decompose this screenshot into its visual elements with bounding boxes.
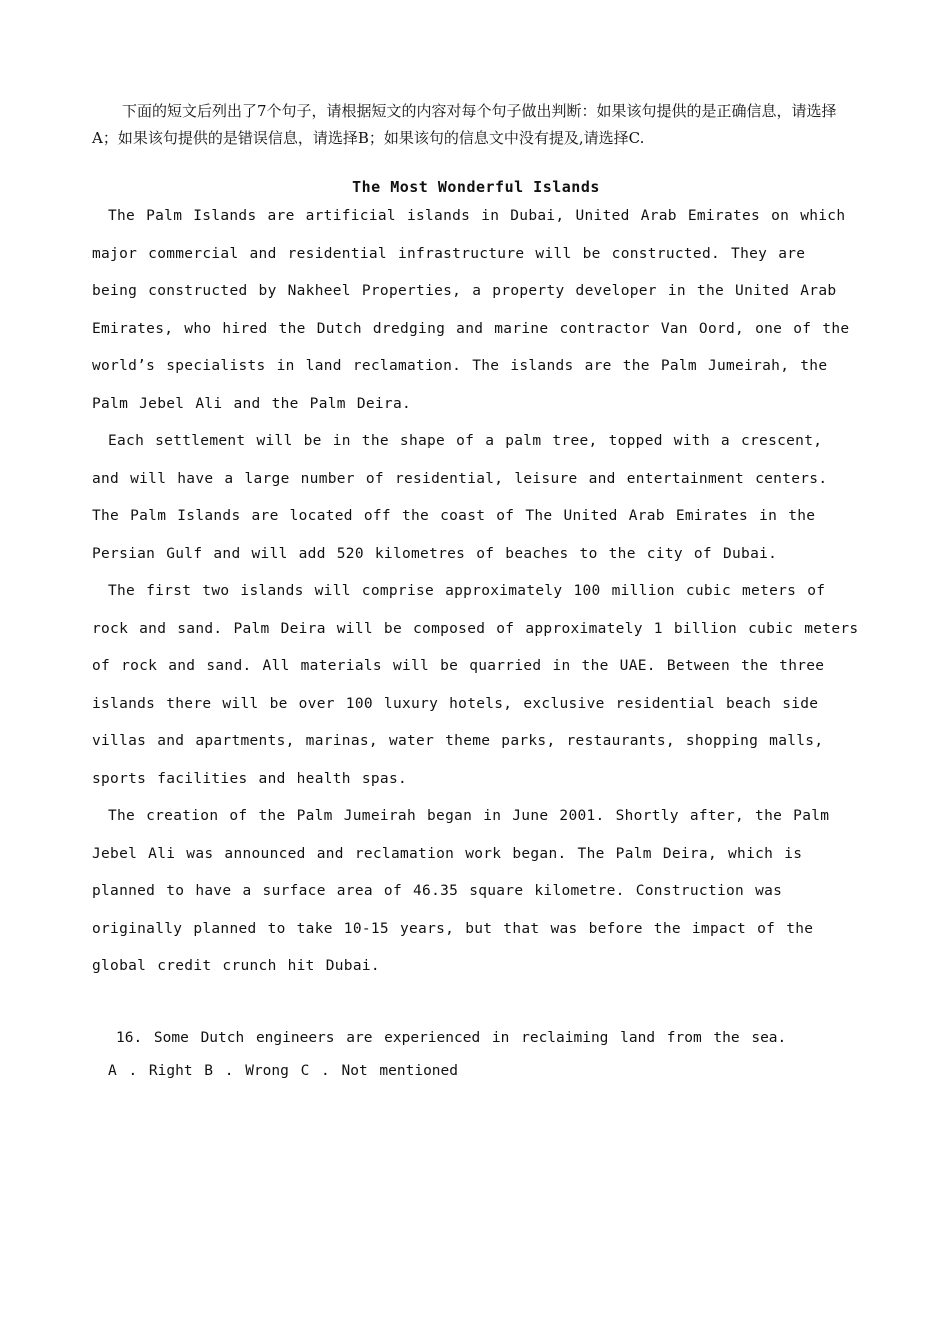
- question-16-options: A . Right B . Wrong C . Not mentioned: [108, 1062, 459, 1079]
- instructions-text: 下面的短文后列出了7个句子，请根据短文的内容对每个句子做出判断：如果该句提供的是正确信息，请选择A；如果该句提供的是错误信息，请选择B；如果该句的信息文中没有提及,请选择C.: [92, 102, 837, 147]
- passage-paragraph-1: The Palm Islands are artificial islands in Dubai, United Arab Emirates on which major commercial and residential infrastructure will be constructed. They are being constructed by Nakheel Properties, a property developer in the United Arab Emirates, who hired the Dutch dredging and marine contractor Van Oord, one of the world’s specialists in land reclamation. The islands are the Palm Jumeirah, the Palm Jebel Ali and the Palm Deira.: [92, 208, 850, 412]
- document-page: [92, 98, 860, 1084]
- passage-paragraph-2: Each settlement will be in the shape of a palm tree, topped with a crescent, and will have a large number of residential, leisure and entertainment centers. The Palm Islands are located off the coast of The United Arab Emirates in the Persian Gulf and will add 520 kilometres of beaches to the city of Dubai.: [92, 433, 828, 562]
- passage-paragraph-4: The creation of the Palm Jumeirah began in June 2001. Shortly after, the Palm Jebel Ali was announced and reclamation work began. The Palm Deira, which is planned to have a surface area of 46.35 square kilometre. Construction was originally planned to take 10-15 years, but that was before the impact of the global credit crunch hit Dubai.: [92, 808, 830, 974]
- passage-title: The Most Wonderful Islands: [352, 178, 600, 196]
- passage-paragraph-3: The first two islands will comprise approximately 100 million cubic meters of rock and sand. Palm Deira will be composed of approximately 1 billion cubic meters of rock and sand. All materials will be quarried in the UAE. Between the three islands there will be over 100 luxury hotels, exclusive residential beach side villas and apartments, marinas, water theme parks, restaurants, shopping malls, sports facilities and health spas.: [92, 583, 859, 787]
- question-16: 16. Some Dutch engineers are experienced in reclaiming land from the sea.: [116, 1029, 787, 1046]
